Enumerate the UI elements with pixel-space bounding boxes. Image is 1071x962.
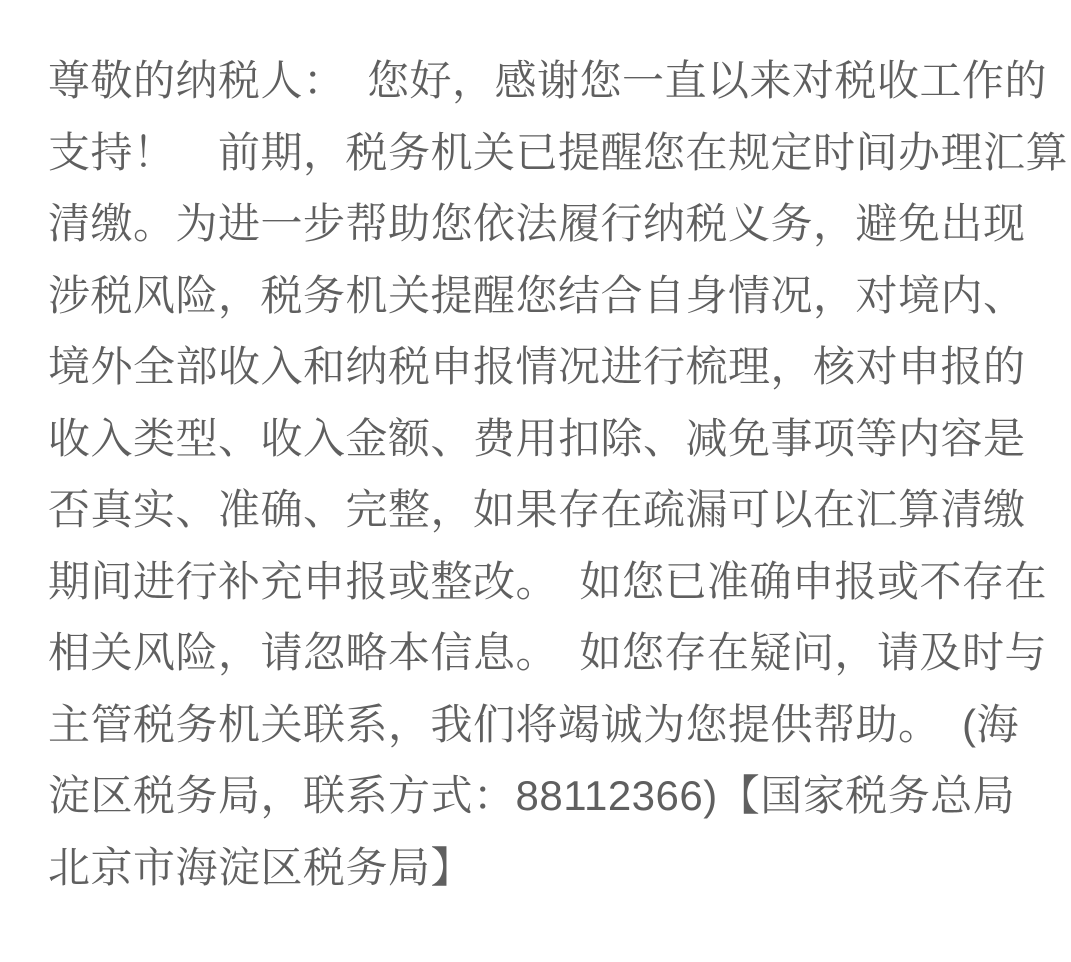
notice-text-line: 收入类型、收入金额、费用扣除、减免事项等内容是 <box>48 414 1026 462</box>
notice-text-line: 清缴。为进一步帮助您依法履行纳税义务，避免出现 <box>48 200 1026 247</box>
notice-text-line: 主管税务机关联系，我们将竭诚为您提供帮助。 (海 <box>48 700 1019 748</box>
notice-text-line: 支持！ 前期，税务机关已提醒您在规定时间办理汇算 <box>48 128 1069 176</box>
notice-text-line: 境外全部收入和纳税申报情况进行梳理，核对申报的 <box>48 343 1026 390</box>
notice-text-line: 期间进行补充申报或整改。 如您已准确申报或不存在 <box>48 557 1048 605</box>
notice-text-line: 否真实、准确、完整，如果存在疏漏可以在汇算清缴 <box>48 486 1026 533</box>
notice-text-line: 淀区税务局，联系方式：88112366)【国家税务总局 <box>48 772 1016 819</box>
notice-text-line: 相关风险，请忽略本信息。 如您存在疑问，请及时与 <box>48 629 1048 676</box>
notice-text-line: 尊敬的纳税人： 您好，感谢您一直以来对税收工作的 <box>48 57 1048 104</box>
notice-text-line: 涉税风险，税务机关提醒您结合自身情况，对境内、 <box>48 271 1026 319</box>
notice-text-line: 北京市海淀区税务局】 <box>48 843 474 891</box>
